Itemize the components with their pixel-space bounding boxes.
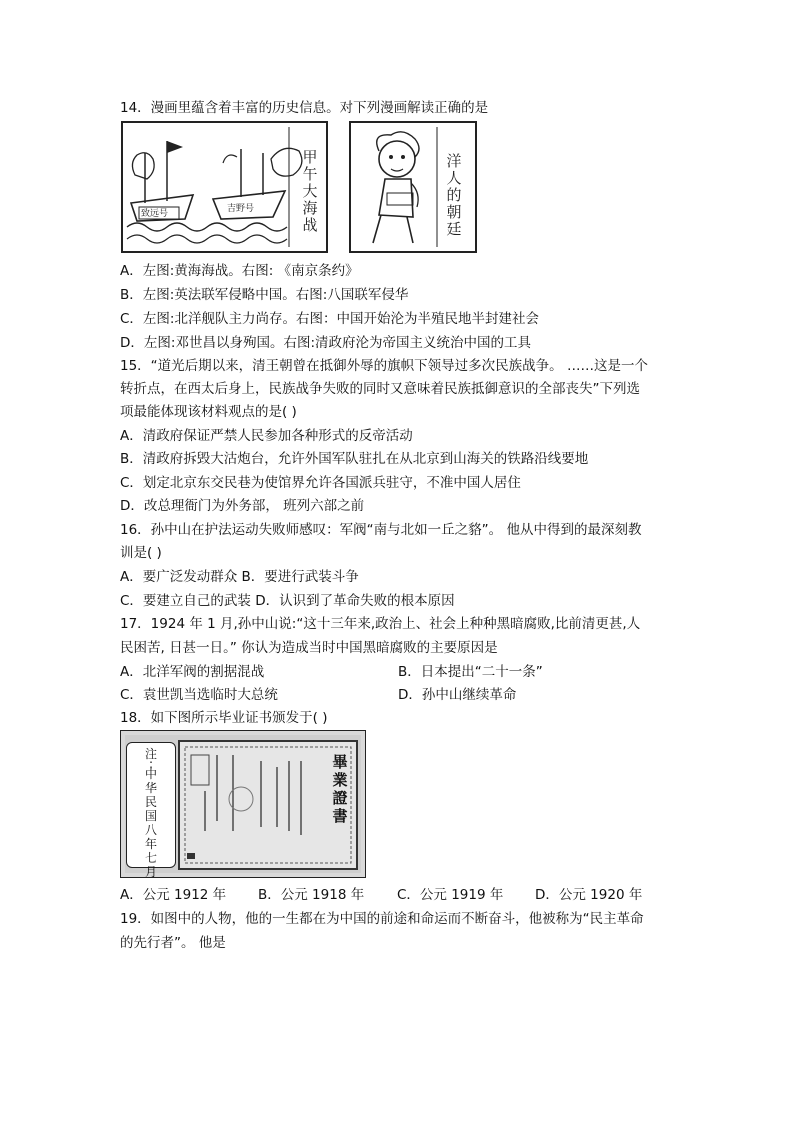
q16-options-row-1: A．要广泛发动群众 B．要进行武装斗争	[120, 569, 359, 585]
right-cartoon-caption: 洋 人 的 朝 廷	[446, 152, 462, 238]
q17-option-b: B．日本提出“二十一条”	[398, 664, 543, 680]
q17-option-a: A．北洋军阀的割据混战	[120, 664, 265, 680]
ship-label-zhiyuan: 致远号	[141, 209, 169, 219]
q15-stem-line-3: 项最能体现该材料观点的是( )	[120, 404, 297, 420]
left-cartoon-caption: 甲 午 大 海 战	[302, 148, 318, 234]
q14-option-b: B．左图:英法联军侵略中国。右图:八国联军侵华	[120, 287, 409, 303]
q16-stem-line-2: 训是( )	[120, 545, 162, 561]
q15-stem-line-2: 转折点，在西太后身上，民族战争失败的同时又意味着民族抵御意识的全部丧失”下列选	[120, 381, 640, 397]
q14-option-d: D．左图:邓世昌以身殉国。右图:清政府沦为帝国主义统治中国的工具	[120, 335, 531, 351]
q16-options-row-2: C．要建立自己的武装 D．认识到了革命失败的根本原因	[120, 593, 455, 609]
q17-stem-line-2: 民困苦, 日甚一日。” 你认为造成当时中国黑暗腐败的主要原因是	[120, 640, 498, 656]
right-cartoon-court	[349, 121, 477, 253]
naval-battle-drawing	[123, 123, 326, 251]
certificate-title: 畢 業 證 書	[332, 753, 348, 825]
q18-option-b: B．公元 1918 年	[258, 887, 365, 903]
q15-stem-line-1: 15．“道光后期以来，清王朝曾在抵御外辱的旗帜下领导过多次民族战争。 ……这是一个	[120, 358, 648, 374]
q18-option-a: A．公元 1912 年	[120, 887, 227, 903]
q18-option-d: D．公元 1920 年	[535, 887, 643, 903]
q15-option-a: A．清政府保证严禁人民参加各种形式的反帝活动	[120, 428, 413, 444]
q16-stem-line-1: 16．孙中山在护法运动失败师感叹：军阀“南与北如一丘之貉”。 他从中得到的最深刻教	[120, 522, 642, 538]
q14-option-a: A．左图:黄海海战。右图: 《南京条约》	[120, 263, 359, 279]
q14-option-c: C．左图:北洋舰队主力尚存。右图：中国开始沦为半殖民地半封建社会	[120, 311, 539, 327]
left-cartoon-battle	[121, 121, 328, 253]
q18-option-c: C．公元 1919 年	[397, 887, 504, 903]
q17-option-d: D．孙中山继续革命	[398, 687, 517, 703]
ship-label-yoshino: 吉野号	[227, 204, 255, 214]
certificate-date-note: 注 : 中 华 民 国 八 年 七 月	[126, 742, 176, 868]
q19-stem-line-2: 的先行者”。 他是	[120, 935, 226, 951]
q17-stem-line-1: 17．1924 年 1 月,孙中山说:“这十三年来,政治上、社会上种种黑暗腐败,比前清更甚,人	[120, 616, 641, 632]
q15-option-c: C．划定北京东交民巷为使馆界允许各国派兵驻守，不准中国人居住	[120, 475, 521, 491]
q17-option-c: C．袁世凯当选临时大总统	[120, 687, 278, 703]
q19-stem-line-1: 19．如图中的人物，他的一生都在为中国的前途和命运而不断奋斗，他被称为“民主革命	[120, 911, 644, 927]
q18-stem: 18．如下图所示毕业证书颁发于( )	[120, 710, 328, 726]
q15-option-b: B．清政府拆毁大沽炮台，允许外国军队驻扎在从北京到山海关的铁路沿线要地	[120, 451, 589, 467]
q15-option-d: D．改总理衙门为外务部， 班列六部之前	[120, 498, 365, 514]
q14-stem: 14．漫画里蕴含着丰富的历史信息。对下列漫画解读正确的是	[120, 100, 489, 116]
